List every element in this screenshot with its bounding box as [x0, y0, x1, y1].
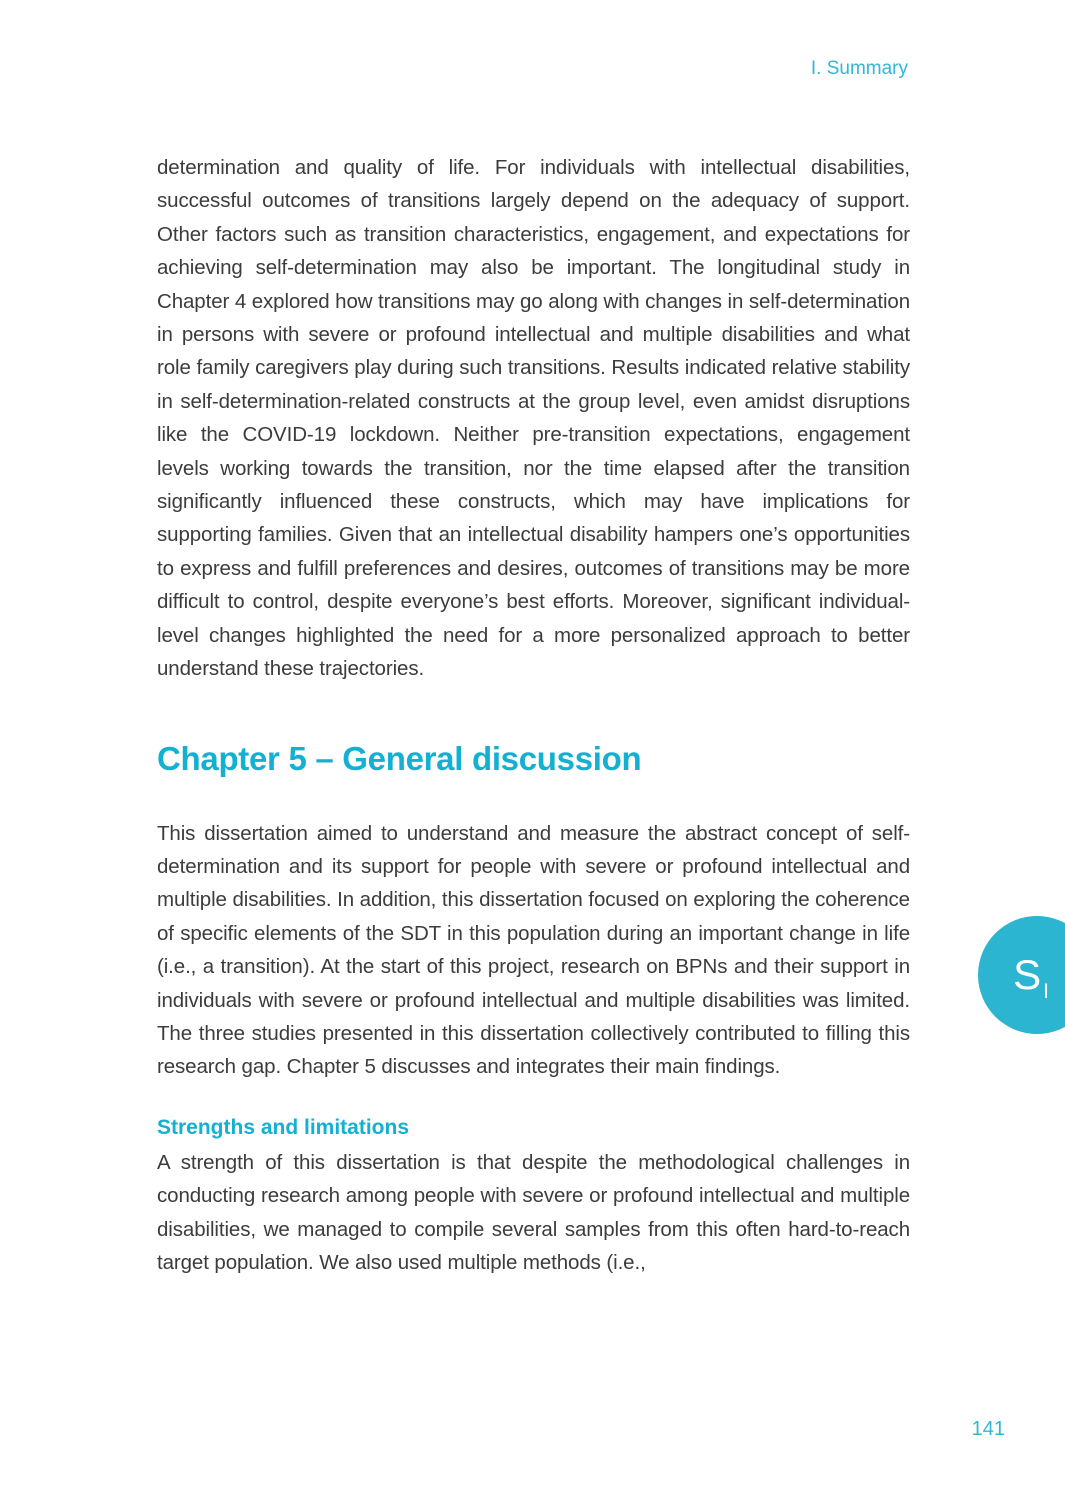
chapter-heading: Chapter 5 – General discussion — [157, 739, 642, 777]
paragraph-strengths: A strength of this dissertation is that despite the methodological challenges in conducting research among people with severe or profound intellectual and multiple disabilities, we managed to compile several samples from this often hard-to-reach target population. We also used multiple methods (i.e., — [157, 1150, 910, 1274]
text-column — [157, 151, 910, 1279]
page-number: 141 — [971, 1418, 1005, 1440]
thumb-index-subscript: I — [1043, 979, 1049, 1003]
paragraph-summary-continuation: determination and quality of life. For individuals with intellectual disabilities, successful outcomes of transitions largely depend on the adequacy of support. Other factors such as transition characteristics, engagement, and expectations for achieving self-determination may also be important. The longitudinal study in Chapter 4 explored how transitions may go along with changes in self-determination in persons with severe or profound intellectual and multiple disabilities and what role family caregivers play during such transitions. Results indicated relative stability in self-determination-related constructs at the group level, even amidst disruptions like the COVID-19 lockdown. Neither pre-transition expectations, engagement levels working towards the transition, nor the time elapsed after the transition significantly influenced these constructs, which may have implications for supporting families. Given that an intellectual disability hampers one’s opportunities to express and fulfill preferences and desires, outcomes of transitions may be more difficult to control, despite everyone’s best efforts. Moreover, significant individual-level changes highlighted the need for a more personalized approach to better understand these trajectories. — [157, 156, 911, 681]
section-subheading-strengths: Strengths and limitations — [157, 1115, 410, 1139]
thumb-index-tab — [978, 916, 1065, 1034]
paragraph-general-discussion: This dissertation aimed to understand and measure the abstract concept of self-determination and its support for people with severe or profound intellectual and multiple disabilities. In addition, this dissertation focused on exploring the coherence of specific elements of the SDT in this population during an important change in life (i.e., a transition). At the start of this project, research on BPNs and their support in individuals with severe or profound intellectual and multiple disabilities was limited. The three studies presented in this dissertation collectively contributed to filling this research gap. Chapter 5 discusses and integrates their main findings. — [157, 821, 910, 1079]
running-header: I. Summary — [810, 58, 908, 79]
thumb-index-letter: S — [1013, 951, 1042, 998]
